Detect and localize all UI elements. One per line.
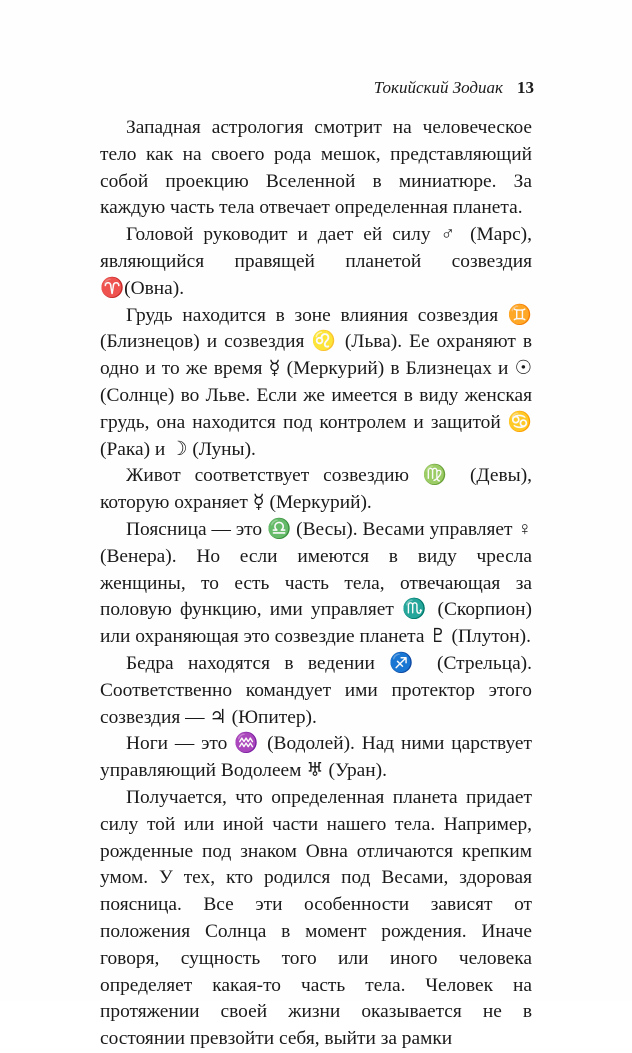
paragraph: Головой руководит и дает ей силу ♂ (Марс), являющийся правящей планетой созвездия ♈(Овна).	[100, 224, 532, 299]
running-title: Токийский Зодиак	[373, 78, 503, 97]
page-number: 13	[517, 78, 534, 97]
paragraph: Бедра находятся в ведении ♐ (Стрельца). Соответственно командует ими протектор этого созвездия — ♃ (Юпитер).	[100, 652, 532, 728]
body-text	[100, 115, 532, 1053]
running-head	[374, 78, 534, 98]
paragraph: Западная астрология смотрит на человеческое тело как на своего рода мешок, представляющий собой проекцию Вселенной в миниатюре. За каждую часть тела отвечает определенная планета.	[100, 117, 532, 219]
paragraph: Ноги — это ♒ (Водолей). Над ними царствует управляющий Водолеем ♅ (Уран).	[100, 733, 532, 782]
paragraph: Грудь находится в зоне влияния созвездия ♊ (Близнецов) и созвездия ♌ (Льва). Ее охраняют в одно и то же время ☿ (Меркурий) в Близнецах и ☉ (Солнце) во Льве. Если же имеется в виду женская грудь, она находится под контролем и защитой ♋ (Рака) и ☽ (Луны).	[100, 304, 532, 460]
paragraph: Получается, что определенная планета придает силу той или иной части нашего тела. Например, рожденные под знаком Овна отличаются крепким умом. У тех, кто родился под Весами, здоровая поясница. Все эти особенности зависят от положения Солнца в момент рождения. Иначе говоря, сущность того или иного человека определяет какая-то часть тела. Человек на протяжении своей жизни оказывается не в состоянии превзойти себя, выйти за рамки	[100, 786, 532, 1050]
paragraph: Поясница — это ♎ (Весы). Весами управляет ♀ (Венера). Но если имеются в виду чресла женщины, то есть часть тела, отвечающая за половую функцию, ими управляет ♏ (Скорпион) или охраняющая это созвездие планета ♇ (Плутон).	[100, 518, 532, 648]
paragraph: Живот соответствует созвездию ♍ (Девы), которую охраняет ☿ (Меркурий).	[100, 465, 532, 514]
